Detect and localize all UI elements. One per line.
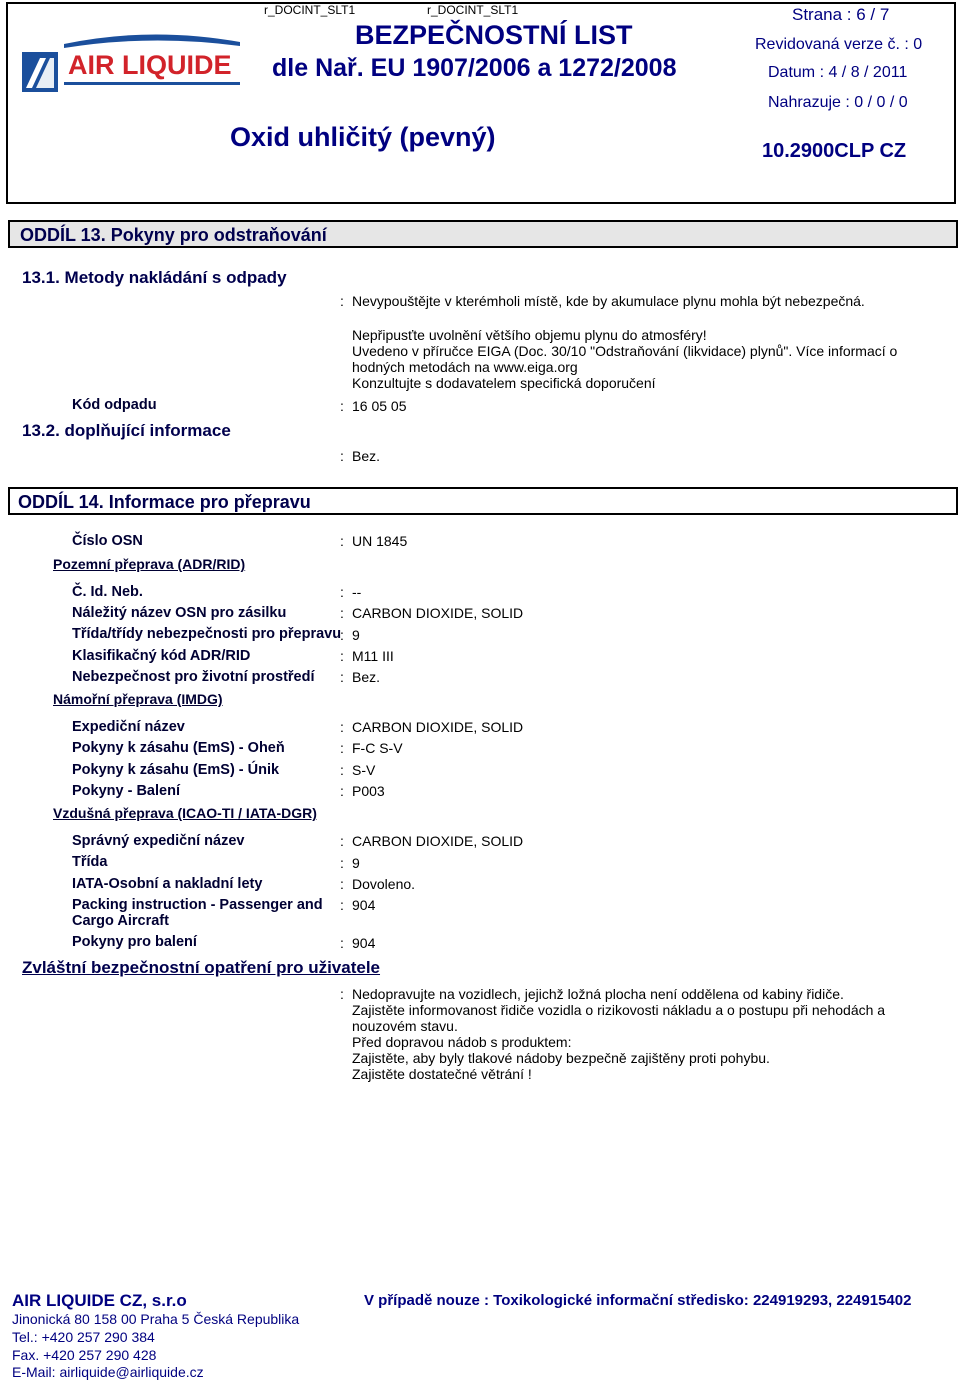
colon: : <box>340 719 344 735</box>
sea-transport-title: Námořní přeprava (IMDG) <box>53 691 223 707</box>
disposal-text-1: Nevypouštějte v kterémholi místě, kde by akumulace plynu mohla být nebezpečná. <box>352 293 865 309</box>
special-precautions-title: Zvláštní bezpečnostní opatření pro uživatele <box>22 958 381 977</box>
colon: : <box>340 935 344 951</box>
colon: : <box>340 762 344 778</box>
road-label: Klasifikačný kód ADR/RID <box>72 648 251 664</box>
colon: : <box>340 669 344 685</box>
subsection-13-1-title: 13.1. Metody nakládání s odpady <box>22 268 287 287</box>
section-14-bar <box>8 487 958 515</box>
special-text-6: Zajistěte dostatečné větrání ! <box>352 1066 532 1082</box>
revision: Revidovaná verze č. : 0 <box>755 36 923 53</box>
road-label: Č. Id. Neb. <box>72 584 143 600</box>
disposal-text-2: Nepřipusťte uvolnění většího objemu plynu do atmosféry! <box>352 327 707 343</box>
air-label-line2: Cargo Aircraft <box>72 913 169 929</box>
sea-value: P003 <box>352 783 385 799</box>
footer-company: AIR LIQUIDE CZ, s.r.o <box>12 1291 187 1310</box>
air-label: Packing instruction - Passenger and <box>72 897 323 913</box>
doc-code-mid: r_DOCINT_SLT1 <box>427 3 519 17</box>
sea-value: F-C S-V <box>352 740 403 756</box>
air-label: IATA-Osobní a nakladní lety <box>72 876 263 892</box>
road-value: M11 III <box>352 648 394 664</box>
logo-text: AIR LIQUIDE <box>68 50 232 80</box>
footer-email: E-Mail: airliquide@airliquide.cz <box>12 1364 204 1380</box>
road-label: Třída/třídy nebezpečnosti pro přepravu <box>72 626 342 642</box>
colon: : <box>340 833 344 849</box>
sea-label: Pokyny k zásahu (EmS) - Únik <box>72 762 280 778</box>
colon: : <box>340 855 344 871</box>
special-text-3: nouzovém stavu. <box>352 1018 458 1034</box>
colon: : <box>340 897 344 913</box>
air-value: 9 <box>352 855 360 871</box>
air-label: Správný expediční název <box>72 833 245 849</box>
road-transport-title: Pozemní přeprava (ADR/RID) <box>53 556 246 572</box>
colon: : <box>340 448 344 464</box>
air-value: 904 <box>352 935 376 951</box>
colon: : <box>340 605 344 621</box>
road-label: Nebezpečnost pro životní prostředí <box>72 669 315 685</box>
footer-tel: Tel.: +420 257 290 384 <box>12 1329 155 1345</box>
section-13-bar <box>8 220 958 248</box>
doc-code-left: r_DOCINT_SLT1 <box>264 3 356 17</box>
air-value: CARBON DIOXIDE, SOLID <box>352 833 524 849</box>
un-number-label: Číslo OSN <box>72 533 143 549</box>
road-label: Náležitý název OSN pro zásilku <box>72 605 287 621</box>
subsection-13-2-title: 13.2. doplňující informace <box>22 421 231 440</box>
disposal-text-5: Konzultujte s dodavatelem specifická doporučení <box>352 375 656 391</box>
air-label: Třída <box>72 854 108 870</box>
footer-address: Jinonická 80 158 00 Praha 5 Česká Republika <box>12 1311 300 1327</box>
air-value: Dovoleno. <box>352 876 416 892</box>
replaces: Nahrazuje : 0 / 0 / 0 <box>768 94 908 111</box>
colon: : <box>340 398 344 414</box>
sea-value: CARBON DIOXIDE, SOLID <box>352 719 524 735</box>
sea-label: Expediční název <box>72 719 185 735</box>
road-value: Bez. <box>352 669 381 685</box>
waste-code-value: 16 05 05 <box>352 398 407 414</box>
special-text-4: Před dopravou nádob s produktem: <box>352 1034 572 1050</box>
issue-date: Datum : 4 / 8 / 2011 <box>768 64 908 81</box>
special-text-5: Zajistěte, aby byly tlakové nádoby bezpečně zajištěny proti pohybu. <box>352 1050 770 1066</box>
sheet-title: BEZPEČNOSTNÍ LIST <box>355 20 633 50</box>
colon: : <box>340 986 344 1002</box>
un-number-value: UN 1845 <box>352 533 408 549</box>
colon: : <box>340 533 344 549</box>
air-value: 904 <box>352 897 376 913</box>
regulation-title: dle Nař. EU 1907/2006 a 1272/2008 <box>272 54 677 82</box>
page-number: Strana : 6 / 7 <box>792 5 890 24</box>
special-text-1: Nedopravujte na vozidlech, jejichž ložná plocha není oddělena od kabiny řidiče. <box>352 986 844 1002</box>
special-text-2: Zajistěte informovanost řidiče vozidla o rizikovosti nákladu a o postupu při nehodách a <box>352 1002 886 1018</box>
document-number: 10.2900CLP CZ <box>762 140 907 162</box>
colon: : <box>340 783 344 799</box>
road-value: 9 <box>352 627 360 643</box>
colon: : <box>340 627 344 643</box>
sea-label: Pokyny - Balení <box>72 783 180 799</box>
product-name: Oxid uhličitý (pevný) <box>230 122 496 152</box>
section-13-title: ODDÍL 13. Pokyny pro odstraňování <box>20 225 327 245</box>
road-value: CARBON DIOXIDE, SOLID <box>352 605 524 621</box>
air-liquide-logo <box>20 32 242 96</box>
colon: : <box>340 648 344 664</box>
sea-value: S-V <box>352 762 376 778</box>
sea-label: Pokyny k zásahu (EmS) - Oheň <box>72 740 285 756</box>
disposal-text-3: Uvedeno v příručce EIGA (Doc. 30/10 "Odstraňování (likvidace) plynů". Více informací o <box>352 343 898 359</box>
footer-fax: Fax. +420 257 290 428 <box>12 1347 157 1363</box>
colon: : <box>340 740 344 756</box>
additional-info-value: Bez. <box>352 448 381 464</box>
road-value: -- <box>352 584 362 600</box>
waste-code-label: Kód odpadu <box>72 397 157 413</box>
section-14-title: ODDÍL 14. Informace pro přepravu <box>18 492 311 512</box>
disposal-text-4: hodných metodách na www.eiga.org <box>352 359 578 375</box>
colon: : <box>340 584 344 600</box>
air-transport-title: Vzdušná přeprava (ICAO-TI / IATA-DGR) <box>53 805 317 821</box>
colon: : <box>340 293 344 309</box>
air-label: Pokyny pro balení <box>72 934 197 950</box>
colon: : <box>340 876 344 892</box>
footer-emergency: V případě nouze : Toxikologické informační středisko: 224919293, 224915402 <box>364 1292 912 1309</box>
